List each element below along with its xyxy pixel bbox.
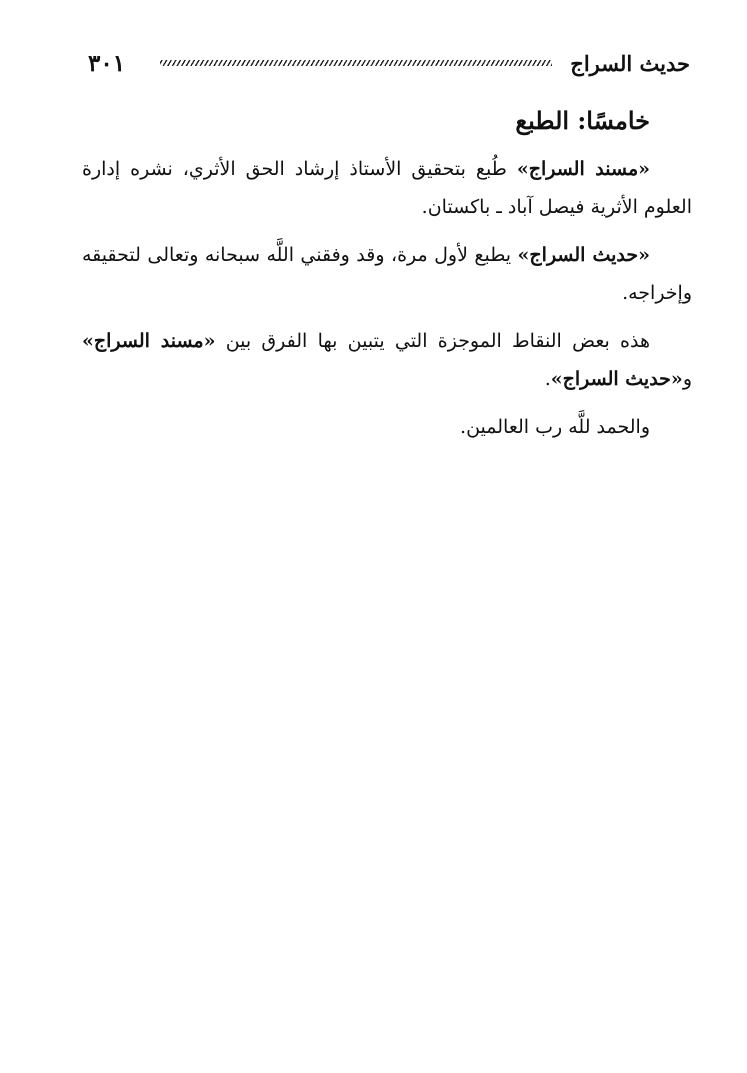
page-content xyxy=(82,100,692,456)
paragraph-text: هذه بعض النقاط الموجزة التي يتبين بها الفرق بين xyxy=(215,330,650,352)
page-header xyxy=(82,48,690,78)
paragraph-summary xyxy=(82,322,692,398)
punctuation: . xyxy=(544,368,551,390)
paragraph-musnad xyxy=(82,150,692,226)
paragraph-text: يطبع لأول مرة، وقد وفقني اللَّه سبحانه وتعالى لتحقيقه وإخراجه. xyxy=(82,244,692,304)
book-title-hadith: «حديث السراج» xyxy=(517,244,650,266)
section-heading: خامسًا: الطبع xyxy=(515,106,650,135)
header-decorative-rule xyxy=(160,60,552,66)
running-title: حديث السراج xyxy=(570,50,690,76)
book-title-musnad: «مسند السراج» xyxy=(82,330,216,352)
paragraph-hadith xyxy=(82,236,692,312)
paragraph-closing: والحمد للَّه رب العالمين. xyxy=(460,416,650,438)
paragraph-text: طُبع بتحقيق الأستاذ إرشاد الحق الأثري، نشره إدارة العلوم الأثرية فيصل آباد ـ باكستان. xyxy=(82,158,692,218)
book-title-hadith: «حديث السراج» xyxy=(550,368,683,390)
page-number: ٣٠١ xyxy=(88,49,126,77)
book-title-musnad: «مسند السراج» xyxy=(516,158,650,180)
conjunction-text: و xyxy=(682,368,692,390)
